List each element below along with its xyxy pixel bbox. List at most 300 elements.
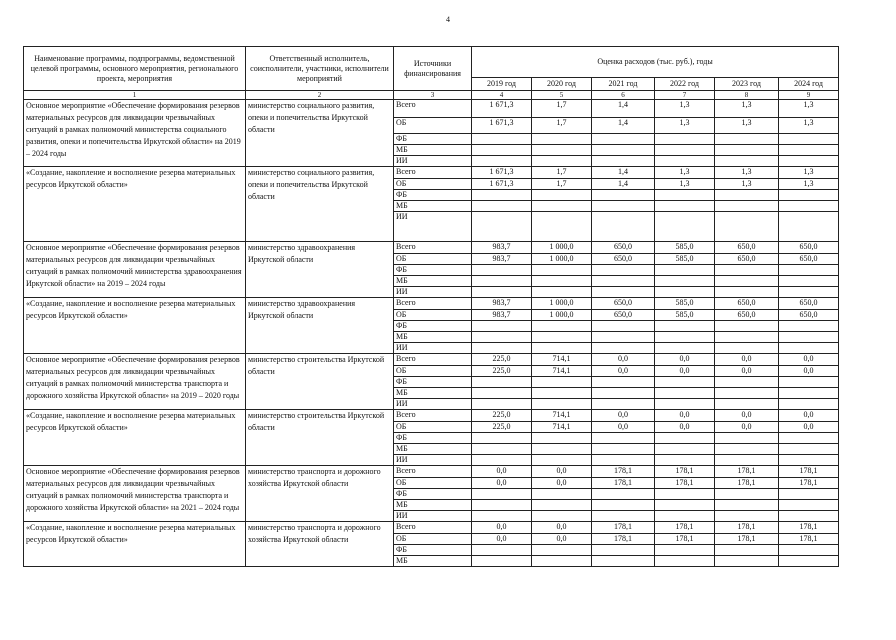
expense-value	[532, 212, 592, 242]
expense-value	[715, 332, 779, 343]
expense-value: 983,7	[472, 310, 532, 321]
expense-value	[532, 455, 592, 466]
expense-value	[655, 556, 715, 567]
expense-value: 1,3	[779, 118, 839, 134]
funding-source: ФБ	[394, 489, 472, 500]
expense-value	[715, 321, 779, 332]
expense-value	[715, 545, 779, 556]
expense-value	[532, 500, 592, 511]
expense-value	[715, 145, 779, 156]
header-year: 2022 год	[655, 78, 715, 91]
expense-value	[655, 156, 715, 167]
expense-value	[779, 321, 839, 332]
table-body	[24, 100, 839, 567]
expense-value: 1,3	[715, 118, 779, 134]
expense-value	[655, 545, 715, 556]
expense-value	[715, 212, 779, 242]
expense-value: 178,1	[655, 478, 715, 489]
header-year: 2023 год	[715, 78, 779, 91]
expense-value	[472, 287, 532, 298]
expense-value	[592, 433, 655, 444]
funding-source: МБ	[394, 276, 472, 287]
column-number: 2	[246, 91, 394, 100]
column-number: 8	[715, 91, 779, 100]
header-sources: Источники финансирования	[394, 47, 472, 91]
expense-value: 178,1	[779, 522, 839, 534]
expense-value	[592, 321, 655, 332]
expense-value	[779, 455, 839, 466]
column-number: 1	[24, 91, 246, 100]
table-row	[24, 242, 839, 254]
funding-source: ИИ	[394, 455, 472, 466]
expense-value: 0,0	[472, 522, 532, 534]
expense-value	[472, 145, 532, 156]
funding-source: ФБ	[394, 190, 472, 201]
expense-value	[532, 377, 592, 388]
expense-value: 225,0	[472, 422, 532, 433]
expense-value	[592, 444, 655, 455]
expense-value	[532, 545, 592, 556]
expense-value	[532, 388, 592, 399]
expense-value	[655, 377, 715, 388]
funding-source: Всего	[394, 298, 472, 310]
expense-value	[715, 201, 779, 212]
expense-value: 983,7	[472, 242, 532, 254]
expense-value	[779, 156, 839, 167]
expense-value: 650,0	[592, 242, 655, 254]
expense-value: 0,0	[532, 478, 592, 489]
expense-value: 650,0	[779, 298, 839, 310]
expense-value	[472, 511, 532, 522]
expense-value: 714,1	[532, 410, 592, 422]
expense-value	[592, 332, 655, 343]
program-name: «Создание, накопление и восполнение резерва материальных ресурсов Иркутской области»	[24, 167, 246, 242]
expense-value	[715, 276, 779, 287]
expense-value	[655, 212, 715, 242]
responsible-executor: министерство строительства Иркутской области	[246, 354, 394, 410]
header-estimate: Оценка расходов (тыс. руб.), годы	[472, 47, 839, 78]
table-row	[24, 167, 839, 179]
funding-source: ОБ	[394, 478, 472, 489]
expense-value	[532, 145, 592, 156]
expense-value: 225,0	[472, 354, 532, 366]
expense-value: 650,0	[715, 242, 779, 254]
expense-value	[779, 265, 839, 276]
responsible-executor: министерство социального развития, опеки и попечительства Иркутской области	[246, 167, 394, 242]
funding-source: ОБ	[394, 422, 472, 433]
expense-value: 0,0	[715, 366, 779, 377]
funding-source: ИИ	[394, 156, 472, 167]
expense-value	[592, 276, 655, 287]
expense-value: 1 000,0	[532, 310, 592, 321]
expense-value: 650,0	[779, 310, 839, 321]
funding-source: МБ	[394, 145, 472, 156]
expense-value: 178,1	[715, 478, 779, 489]
expense-value: 1,7	[532, 179, 592, 190]
funding-source: ИИ	[394, 343, 472, 354]
expense-value	[592, 511, 655, 522]
expense-value: 178,1	[655, 534, 715, 545]
funding-source: МБ	[394, 201, 472, 212]
expense-value	[532, 134, 592, 145]
expense-value: 0,0	[592, 354, 655, 366]
expense-value	[472, 556, 532, 567]
expense-value	[532, 444, 592, 455]
funding-source: ФБ	[394, 433, 472, 444]
expense-value	[779, 433, 839, 444]
expense-value	[592, 265, 655, 276]
expense-value: 0,0	[532, 534, 592, 545]
expense-value	[592, 545, 655, 556]
funding-source: ОБ	[394, 179, 472, 190]
expense-value: 1,7	[532, 100, 592, 118]
expense-value	[779, 332, 839, 343]
funding-source: МБ	[394, 500, 472, 511]
expense-value	[779, 399, 839, 410]
expense-value: 1,3	[779, 179, 839, 190]
header-year: 2020 год	[532, 78, 592, 91]
expense-value: 585,0	[655, 310, 715, 321]
expense-value: 1 671,3	[472, 179, 532, 190]
funding-source: ФБ	[394, 545, 472, 556]
responsible-executor: министерство транспорта и дорожного хозяйства Иркутской области	[246, 522, 394, 567]
expense-value: 1,4	[592, 179, 655, 190]
expense-value: 0,0	[655, 366, 715, 377]
funding-source: ИИ	[394, 212, 472, 242]
funding-source: Всего	[394, 410, 472, 422]
expense-value	[655, 201, 715, 212]
expense-value: 714,1	[532, 422, 592, 433]
expense-value	[472, 388, 532, 399]
expense-value: 1,3	[715, 100, 779, 118]
expense-value	[472, 444, 532, 455]
table-row	[24, 466, 839, 478]
table-row	[24, 298, 839, 310]
funding-source: ФБ	[394, 377, 472, 388]
expense-value	[532, 276, 592, 287]
column-number: 9	[779, 91, 839, 100]
expense-value	[715, 377, 779, 388]
expense-value	[472, 212, 532, 242]
expense-value: 1 671,3	[472, 118, 532, 134]
expense-value: 0,0	[655, 422, 715, 433]
expense-value	[472, 190, 532, 201]
expense-value: 0,0	[655, 410, 715, 422]
expense-value	[532, 489, 592, 500]
expense-value: 1,4	[592, 167, 655, 179]
responsible-executor: министерство социального развития, опеки и попечительства Иркутской области	[246, 100, 394, 167]
expense-value: 0,0	[592, 410, 655, 422]
expense-value	[532, 201, 592, 212]
expense-value	[532, 156, 592, 167]
expense-value	[592, 500, 655, 511]
expense-value: 0,0	[472, 478, 532, 489]
expense-value	[472, 201, 532, 212]
expense-value	[715, 265, 779, 276]
expense-value	[472, 343, 532, 354]
expense-value	[655, 145, 715, 156]
expense-value: 0,0	[715, 410, 779, 422]
expense-value	[779, 201, 839, 212]
expense-value: 0,0	[472, 534, 532, 545]
responsible-executor: министерство транспорта и дорожного хозяйства Иркутской области	[246, 466, 394, 522]
expense-value: 0,0	[715, 354, 779, 366]
program-name: «Создание, накопление и восполнение резерва материальных ресурсов Иркутской области»	[24, 298, 246, 354]
expense-value	[715, 489, 779, 500]
expense-value: 1 000,0	[532, 254, 592, 265]
expense-value	[532, 399, 592, 410]
program-name: Основное мероприятие «Обеспечение формирования резервов материальных ресурсов для ликвидации чрезвычайных ситуаций в рамках полномочий министерства транспорта и дорожного хозяйства Иркутской области» на 2021 – 2024 годы	[24, 466, 246, 522]
expense-value	[472, 321, 532, 332]
expense-value: 650,0	[592, 254, 655, 265]
expense-value	[715, 455, 779, 466]
expense-value: 1 671,3	[472, 100, 532, 118]
expense-value	[715, 343, 779, 354]
table-row	[24, 410, 839, 422]
funding-source: ФБ	[394, 265, 472, 276]
expense-value: 0,0	[779, 366, 839, 377]
funding-source: ОБ	[394, 118, 472, 134]
program-name: Основное мероприятие «Обеспечение формирования резервов материальных ресурсов для ликвидации чрезвычайных ситуаций в рамках полномочий министерства транспорта и дорожного хозяйства Иркутской области» на 2019 – 2020 годы	[24, 354, 246, 410]
expense-value	[592, 556, 655, 567]
expense-value	[472, 265, 532, 276]
expense-value: 178,1	[715, 466, 779, 478]
expense-value	[472, 455, 532, 466]
funding-source: ФБ	[394, 321, 472, 332]
expense-value: 178,1	[715, 522, 779, 534]
expense-value: 1 000,0	[532, 242, 592, 254]
expense-value	[592, 212, 655, 242]
expense-value	[592, 489, 655, 500]
funding-source: ФБ	[394, 134, 472, 145]
expense-value	[779, 511, 839, 522]
expense-value	[592, 343, 655, 354]
expense-value: 0,0	[592, 422, 655, 433]
column-number: 4	[472, 91, 532, 100]
expense-value: 1,3	[715, 179, 779, 190]
expense-value	[532, 321, 592, 332]
expense-value: 650,0	[715, 254, 779, 265]
funding-source: Всего	[394, 167, 472, 179]
funding-source: Всего	[394, 100, 472, 118]
expense-value	[779, 444, 839, 455]
expense-value: 585,0	[655, 242, 715, 254]
funding-source: Всего	[394, 466, 472, 478]
expense-value	[592, 388, 655, 399]
expense-value	[779, 212, 839, 242]
expense-value	[715, 399, 779, 410]
expense-value	[532, 511, 592, 522]
expense-value: 585,0	[655, 298, 715, 310]
expense-value	[655, 489, 715, 500]
funding-source: Всего	[394, 522, 472, 534]
funding-source: МБ	[394, 332, 472, 343]
expense-value: 0,0	[592, 366, 655, 377]
expense-value: 983,7	[472, 298, 532, 310]
expense-value	[655, 388, 715, 399]
expense-value	[779, 377, 839, 388]
expense-value: 650,0	[715, 298, 779, 310]
expense-value	[592, 190, 655, 201]
expense-value: 178,1	[779, 478, 839, 489]
expense-value	[655, 511, 715, 522]
expense-value	[779, 500, 839, 511]
program-name: Основное мероприятие «Обеспечение формирования резервов материальных ресурсов для ликвидации чрезвычайных ситуаций в рамках полномочий министерства социального развития, опеки и попечительства Иркутской области» на 2019 – 2024 годы	[24, 100, 246, 167]
expense-value	[779, 388, 839, 399]
expense-value	[472, 500, 532, 511]
expense-value	[655, 190, 715, 201]
responsible-executor: министерство строительства Иркутской области	[246, 410, 394, 466]
expense-value: 0,0	[715, 422, 779, 433]
column-number: 7	[655, 91, 715, 100]
funding-source: МБ	[394, 444, 472, 455]
expense-value: 1,4	[592, 118, 655, 134]
table-row	[24, 522, 839, 534]
expense-value	[715, 556, 779, 567]
expense-value	[779, 545, 839, 556]
expense-value	[715, 511, 779, 522]
responsible-executor: министерство здравоохранения Иркутской области	[246, 242, 394, 298]
table-row	[24, 354, 839, 366]
expense-value	[715, 134, 779, 145]
expense-value	[532, 343, 592, 354]
expense-value	[655, 276, 715, 287]
funding-source: Всего	[394, 354, 472, 366]
expense-value: 178,1	[592, 478, 655, 489]
expense-value: 178,1	[592, 466, 655, 478]
expense-value	[655, 444, 715, 455]
expense-value: 178,1	[655, 466, 715, 478]
program-name: Основное мероприятие «Обеспечение формирования резервов материальных ресурсов для ликвидации чрезвычайных ситуаций в рамках полномочий министерства здравоохранения Иркутской области» на 2019 – 2024 годы	[24, 242, 246, 298]
expense-value	[532, 265, 592, 276]
expense-value: 1,3	[779, 167, 839, 179]
expense-value	[472, 276, 532, 287]
expense-value	[472, 545, 532, 556]
expense-value	[655, 399, 715, 410]
expense-value: 1,7	[532, 118, 592, 134]
expense-value	[715, 433, 779, 444]
expense-value: 0,0	[532, 466, 592, 478]
expense-value	[715, 287, 779, 298]
expense-value: 178,1	[779, 466, 839, 478]
column-number: 6	[592, 91, 655, 100]
expense-value	[715, 190, 779, 201]
expense-value	[779, 343, 839, 354]
expense-value	[592, 455, 655, 466]
expense-value	[472, 377, 532, 388]
expense-value: 0,0	[472, 466, 532, 478]
expense-value: 714,1	[532, 366, 592, 377]
funding-source: Всего	[394, 242, 472, 254]
header-year: 2019 год	[472, 78, 532, 91]
expense-value: 1,7	[532, 167, 592, 179]
funding-source: ОБ	[394, 366, 472, 377]
expense-value	[532, 332, 592, 343]
expense-value	[592, 201, 655, 212]
funding-source: ИИ	[394, 287, 472, 298]
expense-value	[715, 444, 779, 455]
expense-value: 714,1	[532, 354, 592, 366]
expense-value: 178,1	[779, 534, 839, 545]
expense-value	[655, 265, 715, 276]
header-year: 2021 год	[592, 78, 655, 91]
program-name: «Создание, накопление и восполнение резерва материальных ресурсов Иркутской области»	[24, 522, 246, 567]
expense-value: 585,0	[655, 254, 715, 265]
expense-value	[472, 433, 532, 444]
expense-value: 1,4	[592, 100, 655, 118]
expense-value	[472, 399, 532, 410]
expense-value: 650,0	[592, 298, 655, 310]
expense-value	[779, 145, 839, 156]
expense-value	[532, 433, 592, 444]
funding-source: ОБ	[394, 254, 472, 265]
expense-value	[715, 156, 779, 167]
responsible-executor: министерство здравоохранения Иркутской области	[246, 298, 394, 354]
column-number: 5	[532, 91, 592, 100]
funding-source: ОБ	[394, 534, 472, 545]
expense-value: 0,0	[655, 354, 715, 366]
expense-value: 983,7	[472, 254, 532, 265]
expense-value: 1 000,0	[532, 298, 592, 310]
expense-value: 1,3	[655, 167, 715, 179]
expense-value: 0,0	[779, 354, 839, 366]
expense-value	[779, 134, 839, 145]
expense-value: 0,0	[532, 522, 592, 534]
expense-value: 0,0	[779, 410, 839, 422]
expense-value: 1,3	[655, 118, 715, 134]
expense-value	[655, 343, 715, 354]
expense-value	[655, 134, 715, 145]
header-responsible: Ответственный исполнитель, соисполнители, участники, исполнители мероприятий	[246, 47, 394, 91]
page-number: 4	[446, 15, 450, 24]
funding-source: ОБ	[394, 310, 472, 321]
table-row	[24, 100, 839, 118]
expense-value	[592, 377, 655, 388]
expense-value	[779, 556, 839, 567]
expense-value	[655, 287, 715, 298]
expense-value	[715, 388, 779, 399]
expense-value	[715, 500, 779, 511]
expense-value: 0,0	[779, 422, 839, 433]
expense-value	[472, 332, 532, 343]
expense-value	[779, 190, 839, 201]
expense-value: 225,0	[472, 410, 532, 422]
expense-value	[472, 134, 532, 145]
expense-value	[655, 433, 715, 444]
expense-value: 1,3	[715, 167, 779, 179]
funding-source: МБ	[394, 556, 472, 567]
expense-value: 650,0	[592, 310, 655, 321]
expense-value	[779, 287, 839, 298]
expense-value	[655, 500, 715, 511]
expense-value	[472, 489, 532, 500]
expense-value: 225,0	[472, 366, 532, 377]
expense-value	[655, 455, 715, 466]
expense-value	[592, 134, 655, 145]
expense-value	[532, 190, 592, 201]
expense-value: 650,0	[779, 242, 839, 254]
expense-value	[655, 332, 715, 343]
program-name: «Создание, накопление и восполнение резерва материальных ресурсов Иркутской области»	[24, 410, 246, 466]
expense-value	[592, 145, 655, 156]
funding-source: ИИ	[394, 399, 472, 410]
expense-value	[592, 287, 655, 298]
expense-value: 178,1	[715, 534, 779, 545]
expense-value: 1 671,3	[472, 167, 532, 179]
funding-source: МБ	[394, 388, 472, 399]
column-number: 3	[394, 91, 472, 100]
expense-value	[472, 156, 532, 167]
